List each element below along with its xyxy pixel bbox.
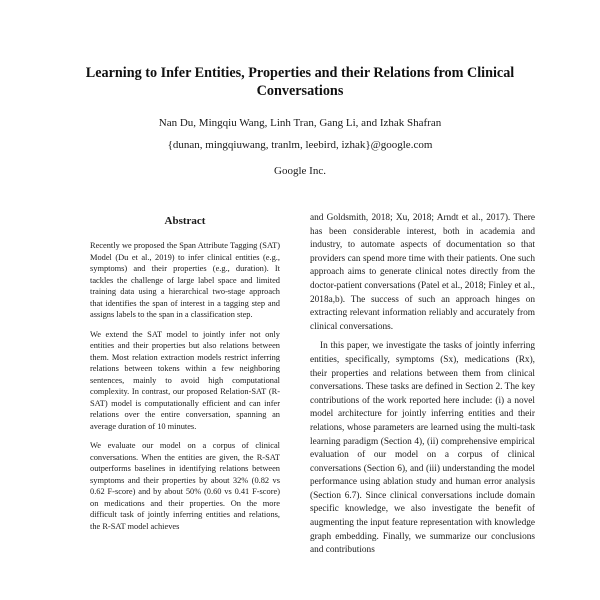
body-column bbox=[310, 212, 535, 564]
abstract-paragraph-2: We extend the SAT model to jointly infer not only entities and their properties but also relations between them. Most relation extraction models restrict inferring relations between tokens within a few neighboring sentences, mainly to avoid high computational complexity. In contrast, our proposed Relation-SAT (R-SAT) model is computationally efficient and can infer relations over the entire conversation, spanning an average duration of 10 minutes. bbox=[90, 329, 280, 431]
abstract-heading: Abstract bbox=[164, 215, 206, 227]
body-paragraph-1: and Goldsmith, 2018; Xu, 2018; Arndt et al., 2017). There has been considerable interest, both in academia and industry, to automate aspects of documentation so that providers can spend more time with their patients. One such approach aims to generate clinical notes directly from the doctor-patient conversations (Patel et al., 2018; Finley et al., 2018a,b). The success of such an approach hinges on extracting relevant information reliably and accurately from clinical conversations. bbox=[310, 213, 535, 332]
body-paragraph-2: In this paper, we investigate the tasks of jointly inferring entities, specifically, symptoms (Sx), medications (Rx), their properties and relations between them from clinical conversations. These tasks are defined in Section 2. The key contributions of the work reported here include: (i) a novel model architecture for jointly inferring entities and their relations, whose parameters are learned using the multi-task learning paradigm (Section 4), (ii) comprehensive empirical evaluation of our model on a corpus of clinical conversations (Section 6), and (iii) understanding the model performance using ablation study and human error analysis (Section 6.7). Since clinical conversations include domain specific knowledge, we also investigate the benefit of augmenting the input feature representation with knowledge graph embedding. Finally, we summarize our conclusions and contributions bbox=[310, 341, 535, 556]
abstract-column bbox=[90, 214, 280, 540]
abstract-paragraph-1: Recently we proposed the Span Attribute Tagging (SAT) Model (Du et al., 2019) to infer clinical entities (e.g., symptoms) and their properties (e.g., duration). It tackles the challenge of large label space and limited training data using a hierarchical two-stage approach that identifies the span of interest in a tagging step and assigns labels to the span in a classification step. bbox=[90, 241, 280, 319]
affiliation: Google Inc. bbox=[274, 165, 326, 177]
author-emails: {dunan, mingqiuwang, tranlm, leebird, izhak}@google.com bbox=[167, 139, 433, 151]
author-list: Nan Du, Mingqiu Wang, Linh Tran, Gang Li, and Izhak Shafran bbox=[158, 117, 442, 129]
paper-title: Learning to Infer Entities, Properties and their Relations from Clinical Conversations bbox=[85, 65, 515, 99]
abstract-paragraph-3: We evaluate our model on a corpus of clinical conversations. When the entities are given, the R-SAT outperforms baselines in identifying relations between symptoms and their properties by about 32% (0.82 vs 0.62 F-score) and by about 50% (0.60 vs 0.41 F-score) on medications and their properties. On the more difficult task of jointly inferring entities and relations, the R-SAT model achieves bbox=[90, 441, 280, 531]
